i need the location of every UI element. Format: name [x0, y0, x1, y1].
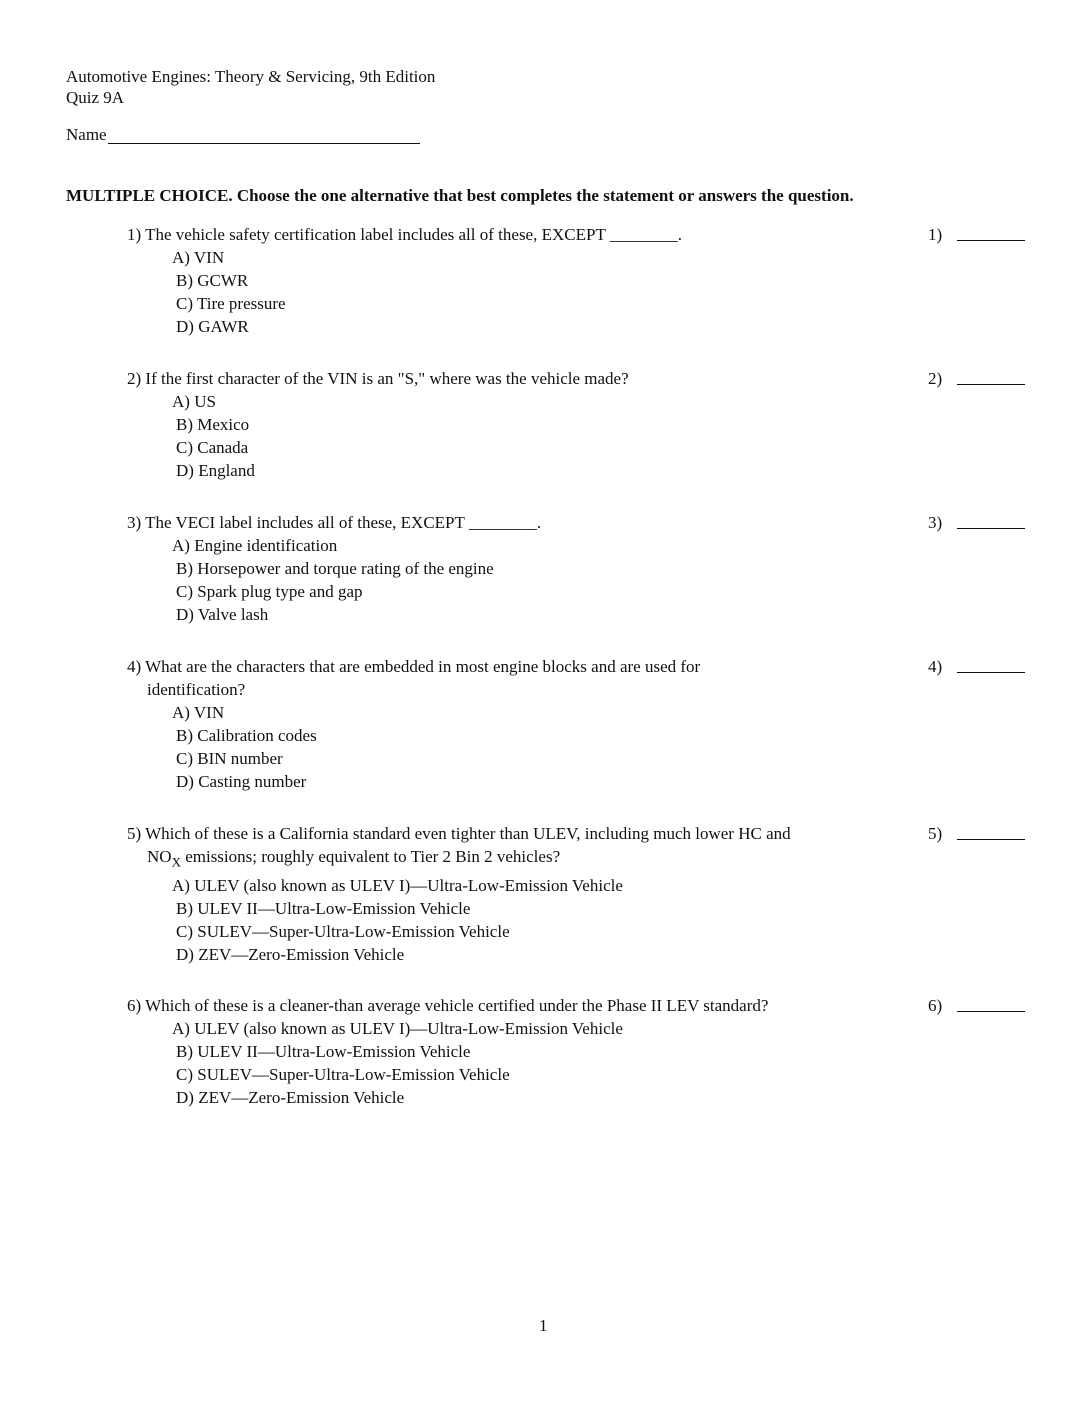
name-label: Name	[66, 125, 107, 144]
question-text: 4) What are the characters that are embedded in most engine blocks and are used for	[127, 657, 701, 676]
answer-number: 2)	[928, 369, 943, 388]
answer-number: 3)	[928, 513, 943, 532]
text: NO	[147, 847, 172, 866]
subscript: X	[171, 854, 181, 870]
answer-number: 6)	[928, 996, 943, 1015]
answer-blank[interactable]	[957, 528, 1025, 529]
option-c[interactable]: C) Canada	[176, 438, 249, 457]
option-a[interactable]: A) VIN	[172, 248, 225, 267]
question-text: 1) The vehicle safety certification label includes all of these, EXCEPT ________.	[127, 225, 683, 244]
option-c[interactable]: C) Tire pressure	[176, 294, 286, 313]
option-b[interactable]: B) GCWR	[176, 271, 249, 290]
quiz-title: Quiz 9A	[66, 88, 125, 107]
answer-blank[interactable]	[957, 384, 1025, 385]
answer-number: 5)	[928, 824, 943, 843]
options-list	[172, 390, 255, 482]
answer-blank[interactable]	[957, 240, 1025, 241]
option-d[interactable]: D) ZEV—Zero-Emission Vehicle	[176, 1088, 405, 1107]
question-text: 5) Which of these is a California standard even tighter than ULEV, including much lower HC and	[127, 824, 791, 843]
option-a[interactable]: A) VIN	[172, 703, 225, 722]
option-a[interactable]: A) ULEV (also known as ULEV I)—Ultra-Low-Emission Vehicle	[172, 1019, 623, 1038]
option-b[interactable]: B) ULEV II—Ultra-Low-Emission Vehicle	[176, 1042, 471, 1061]
option-d[interactable]: D) ZEV—Zero-Emission Vehicle	[176, 945, 405, 964]
answer-number: 1)	[928, 225, 943, 244]
page-number: 1	[539, 1316, 548, 1335]
answer-blank[interactable]	[957, 839, 1025, 840]
question-text-continued	[147, 845, 560, 873]
option-d[interactable]: D) England	[176, 461, 255, 480]
option-b[interactable]: B) Horsepower and torque rating of the engine	[176, 559, 494, 578]
option-b[interactable]: B) Mexico	[176, 415, 250, 434]
option-c[interactable]: C) SULEV—Super-Ultra-Low-Emission Vehicle	[176, 1065, 510, 1084]
option-c[interactable]: C) BIN number	[176, 749, 283, 768]
option-b[interactable]: B) ULEV II—Ultra-Low-Emission Vehicle	[176, 899, 471, 918]
option-c[interactable]: C) SULEV—Super-Ultra-Low-Emission Vehicle	[176, 922, 510, 941]
options-list	[172, 1017, 623, 1109]
options-list	[172, 874, 623, 966]
option-a[interactable]: A) US	[172, 392, 216, 411]
course-title: Automotive Engines: Theory & Servicing, 9th Edition	[66, 67, 436, 86]
question-text: 3) The VECI label includes all of these, EXCEPT ________.	[127, 513, 542, 532]
option-d[interactable]: D) Valve lash	[176, 605, 269, 624]
option-d[interactable]: D) Casting number	[176, 772, 307, 791]
options-list	[172, 246, 286, 338]
answer-blank[interactable]	[957, 1011, 1025, 1012]
question-text: 2) If the first character of the VIN is an "S," where was the vehicle made?	[127, 369, 629, 388]
option-a[interactable]: A) Engine identification	[172, 536, 338, 555]
question-text-continued: identification?	[147, 680, 246, 699]
option-b[interactable]: B) Calibration codes	[176, 726, 317, 745]
option-d[interactable]: D) GAWR	[176, 317, 249, 336]
option-a[interactable]: A) ULEV (also known as ULEV I)—Ultra-Low-Emission Vehicle	[172, 876, 623, 895]
name-field[interactable]	[108, 143, 420, 144]
options-list	[172, 701, 317, 793]
option-c[interactable]: C) Spark plug type and gap	[176, 582, 363, 601]
question-text: 6) Which of these is a cleaner-than average vehicle certified under the Phase II LEV standard?	[127, 996, 769, 1015]
answer-number: 4)	[928, 657, 943, 676]
section-heading: MULTIPLE CHOICE. Choose the one alternative that best completes the statement or answers the question.	[66, 186, 854, 205]
text: emissions; roughly equivalent to Tier 2 Bin 2 vehicles?	[180, 847, 561, 866]
options-list	[172, 534, 494, 626]
answer-blank[interactable]	[957, 672, 1025, 673]
